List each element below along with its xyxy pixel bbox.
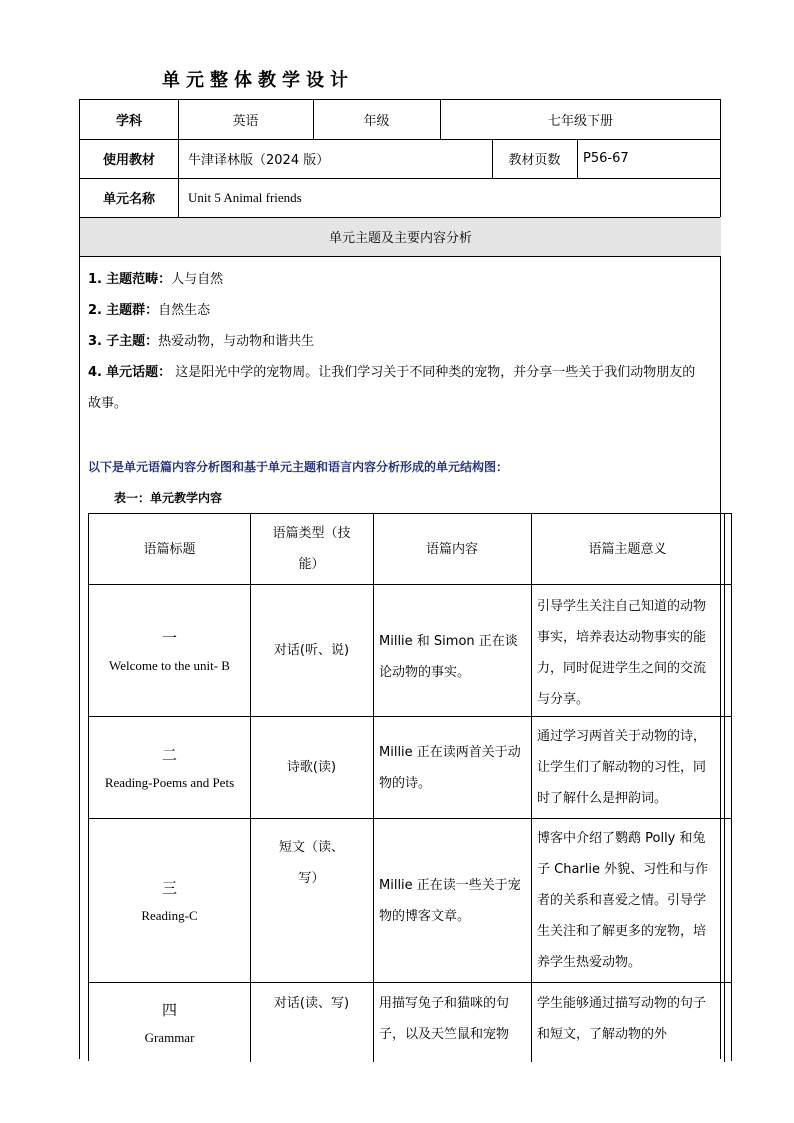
subject-label: 学科: [115, 114, 142, 129]
table-row-title: [89, 818, 250, 982]
row-type: 诗歌(读): [286, 759, 337, 775]
row-number: 二: [161, 745, 177, 764]
analysis-item: 3. 子主题：热爱动物，与动物和谐共生: [88, 334, 315, 349]
analysis-item: 1. 主题范畴：人与自然: [88, 272, 224, 287]
row-content: Millie 正在读两首关于动物的诗。: [379, 745, 521, 791]
col-header-type: 语篇类型（技能）: [272, 526, 351, 572]
unit-label: 单元名称: [102, 192, 155, 207]
table-row-title: [89, 716, 250, 818]
row-content: 用描写兔子和猫咪的句子，以及天竺鼠和宠物: [379, 996, 510, 1042]
row-title: Grammar: [144, 1029, 195, 1045]
subject-value: 英语: [232, 114, 259, 129]
pages-value: P56-67: [583, 151, 629, 166]
row-title: Welcome to the unit- B: [109, 657, 230, 673]
analysis-heading: 单元主题及主要内容分析: [80, 217, 721, 256]
table-row-title: [89, 584, 250, 716]
table-row-title: [89, 982, 250, 1062]
row-title: Reading-Poems and Pets: [104, 774, 235, 790]
col-header-meaning: 语篇主题意义: [588, 541, 667, 557]
content-table: [88, 513, 732, 1061]
textbook-label: 使用教材: [102, 153, 155, 168]
row-meaning: 通过学习两首关于动物的诗，让学生们了解动物的习性，同时了解什么是押韵词。: [537, 729, 707, 806]
grade-label: 年级: [363, 114, 390, 129]
row-meaning: 博客中介绍了鹦鹉 Polly 和兔子 Charlie 外貌、习性和与作者的关系和喜爱之情。引导学生关注和了解更多的宠物，培养学生热爱动物。: [537, 831, 709, 970]
row-number: 一: [161, 628, 177, 647]
unit-value: Unit 5 Animal friends: [188, 189, 302, 205]
table-caption: 表一：单元教学内容: [114, 491, 223, 505]
row-type: 对话(听、说): [273, 642, 350, 658]
textbook-value: 牛津译林版（2024 版）: [188, 153, 330, 168]
analysis-item: 4. 单元话题： 这是阳光中学的宠物周。让我们学习关于不同种类的宠物，并分享一些关于我们动物朋友的故事。: [88, 365, 696, 411]
design-table: [79, 99, 721, 1059]
grade-value: 七年级下册: [547, 114, 613, 129]
row-type: 对话(读、写): [273, 996, 350, 1011]
table-row-type-cell: [250, 818, 373, 898]
row-number: 三: [161, 878, 177, 897]
col-header-title: 语篇标题: [143, 541, 196, 557]
col-header-content: 语篇内容: [425, 541, 478, 557]
row-meaning: 学生能够通过描写动物的句子和短文，了解动物的外: [537, 996, 707, 1042]
structure-note: 以下是单元语篇内容分析图和基于单元主题和语言内容分析形成的单元结构图：: [88, 460, 509, 474]
page-title: 单元整体教学设计: [162, 70, 354, 91]
row-content: Millie 正在读一些关于宠物的博客文章。: [379, 878, 521, 924]
row-type: 短文（读、写）: [278, 840, 344, 886]
row-title: Reading-C: [141, 907, 198, 923]
row-content: Millie 和 Simon 正在谈论动物的事实。: [379, 634, 518, 680]
pages-label: 教材页数: [508, 153, 561, 168]
row-number: 四: [161, 1000, 177, 1019]
analysis-item: 2. 主题群：自然生态: [88, 303, 211, 318]
analysis-list: [88, 264, 708, 419]
row-meaning: 引导学生关注自己知道的动物事实，培养表达动物事实的能力，同时促进学生之间的交流与分享。: [537, 599, 707, 707]
